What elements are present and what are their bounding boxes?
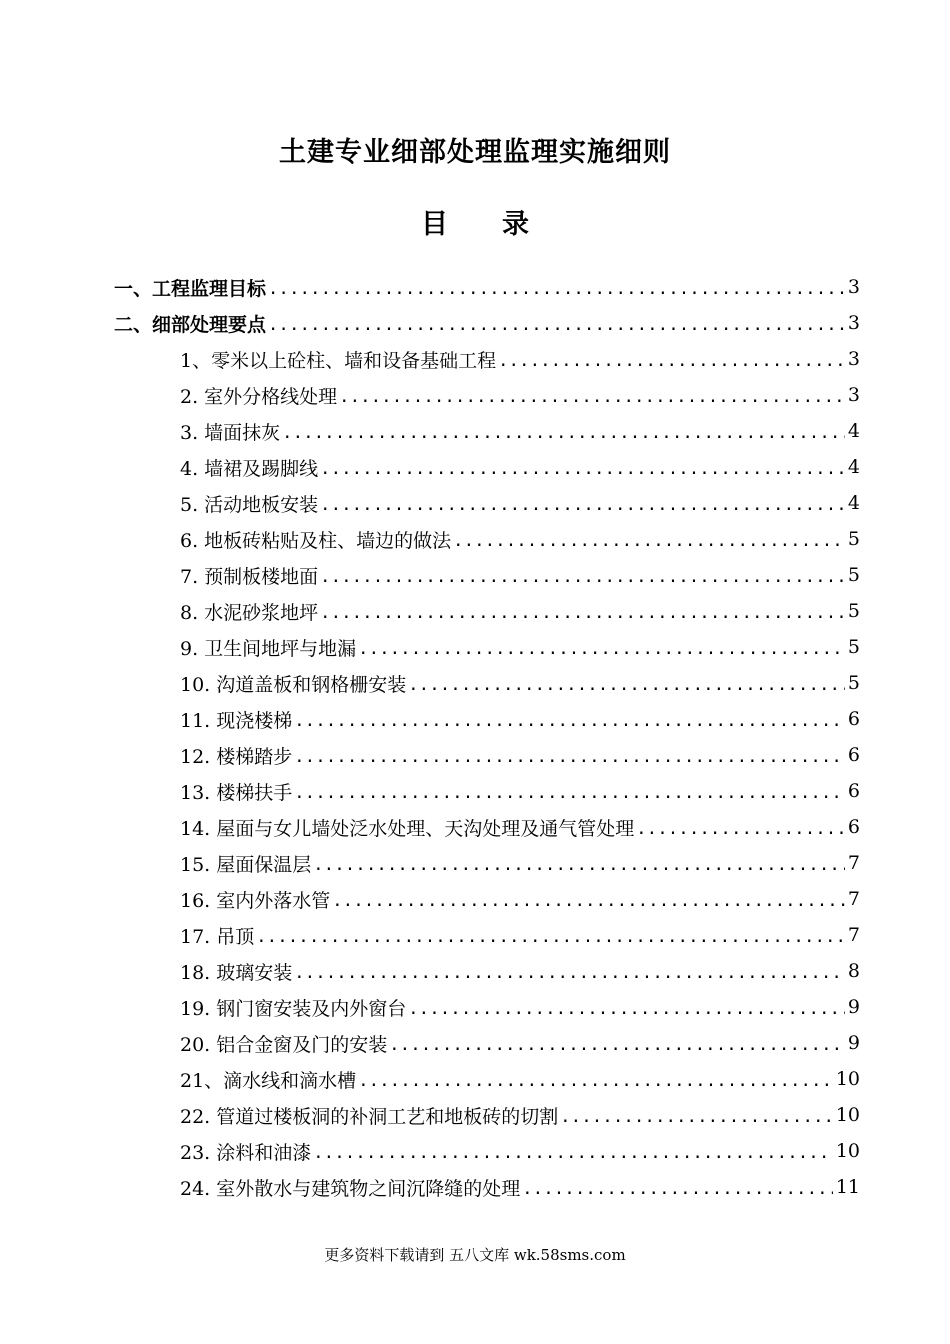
toc-entry-label: 4. 墙裙及踢脚线	[180, 457, 319, 480]
toc-entry[interactable]	[180, 845, 860, 881]
toc-dot-leader	[332, 891, 845, 911]
toc-dot-leader	[294, 711, 845, 731]
toc-entry[interactable]	[180, 1097, 860, 1133]
toc-dot-leader	[408, 999, 845, 1019]
toc-entry[interactable]	[180, 917, 860, 953]
toc-page-number: 3	[847, 348, 860, 370]
toc-page-number: 9	[847, 1032, 860, 1054]
toc-dot-leader	[313, 1143, 833, 1163]
toc-entry[interactable]	[180, 773, 860, 809]
toc-page-number: 6	[847, 708, 860, 730]
toc-heading-right: 录	[502, 209, 529, 240]
toc-entry-label: 8. 水泥砂浆地坪	[180, 601, 319, 624]
toc-entry[interactable]	[114, 305, 860, 341]
toc-entry[interactable]	[180, 485, 860, 521]
toc-heading-left: 目	[421, 209, 448, 240]
toc-dot-leader	[282, 423, 845, 443]
toc-dot-leader	[320, 495, 845, 515]
toc-dot-leader	[294, 963, 845, 983]
toc-page-number: 5	[847, 672, 860, 694]
toc-entry[interactable]	[180, 413, 860, 449]
toc-entry-label: 18. 玻璃安装	[180, 961, 293, 984]
toc-dot-leader	[313, 855, 845, 875]
toc-entry-label: 13. 楼梯扶手	[180, 781, 293, 804]
toc-entry-label: 9. 卫生间地坪与地漏	[180, 637, 357, 660]
toc-entry[interactable]	[180, 1061, 860, 1097]
toc-entry-label: 21、滴水线和滴水槽	[180, 1069, 357, 1092]
toc-entry-label: 二、细部处理要点	[114, 313, 267, 336]
footer-text: 更多资料下载请到 五八文库 wk.58sms.com	[324, 1246, 626, 1264]
toc-entry[interactable]	[180, 449, 860, 485]
toc-dot-leader	[522, 1179, 833, 1199]
toc-page-number: 5	[847, 528, 860, 550]
toc-entry[interactable]	[114, 269, 860, 305]
toc-entry-label: 2. 室外分格线处理	[180, 385, 338, 408]
toc-page-number: 9	[847, 996, 860, 1018]
toc-entry[interactable]	[180, 1025, 860, 1061]
toc-entry[interactable]	[180, 737, 860, 773]
toc-dot-leader	[294, 783, 845, 803]
toc-page-number: 7	[847, 888, 860, 910]
toc-entry-label: 22. 管道过楼板洞的补洞工艺和地板砖的切割	[180, 1105, 559, 1128]
toc-entry[interactable]	[180, 809, 860, 845]
toc-entry-label: 12. 楼梯踏步	[180, 745, 293, 768]
toc-entry[interactable]	[180, 593, 860, 629]
toc-entry[interactable]	[180, 953, 860, 989]
toc-entry[interactable]	[180, 1133, 860, 1169]
toc-entry[interactable]	[180, 701, 860, 737]
toc-heading	[0, 205, 950, 245]
toc-entry-label: 10. 沟道盖板和钢格栅安装	[180, 673, 407, 696]
toc-page-number: 5	[847, 636, 860, 658]
toc-entry[interactable]	[180, 377, 860, 413]
toc-entry[interactable]	[180, 989, 860, 1025]
toc-entry-label: 1、零米以上砼柱、墙和设备基础工程	[180, 349, 497, 372]
document-title: 土建专业细部处理监理实施细则	[279, 137, 671, 168]
toc-page-number: 3	[847, 384, 860, 406]
toc-dot-leader	[560, 1107, 833, 1127]
toc-entry-label: 20. 铝合金窗及门的安装	[180, 1033, 388, 1056]
toc-dot-leader	[320, 567, 845, 587]
toc-dot-leader	[268, 315, 845, 335]
toc-entry-label: 一、工程监理目标	[114, 277, 267, 300]
toc-page-number: 11	[835, 1176, 860, 1198]
toc-page-number: 7	[847, 924, 860, 946]
toc-entry-label: 23. 涂料和油漆	[180, 1141, 312, 1164]
toc-entry-label: 17. 吊顶	[180, 925, 255, 948]
toc-page-number: 8	[847, 960, 860, 982]
toc-page-number: 5	[847, 564, 860, 586]
toc-entry-label: 16. 室内外落水管	[180, 889, 331, 912]
toc-entry-label: 5. 活动地板安装	[180, 493, 319, 516]
toc-dot-leader	[339, 387, 845, 407]
toc-dot-leader	[408, 675, 845, 695]
toc-page-number: 10	[835, 1068, 860, 1090]
toc-entry-label: 14. 屋面与女儿墙处泛水处理、天沟处理及通气管处理	[180, 817, 635, 840]
toc-entry-label: 24. 室外散水与建筑物之间沉降缝的处理	[180, 1177, 521, 1200]
toc-entry-label: 3. 墙面抹灰	[180, 421, 281, 444]
toc-entry-label: 7. 预制板楼地面	[180, 565, 319, 588]
toc-dot-leader	[498, 351, 845, 371]
toc-page-number: 4	[847, 456, 860, 478]
toc-dot-leader	[358, 639, 845, 659]
toc-dot-leader	[636, 819, 845, 839]
toc-entry-label: 6. 地板砖粘贴及柱、墙边的做法	[180, 529, 452, 552]
toc-dot-leader	[453, 531, 845, 551]
toc-page-number: 10	[835, 1104, 860, 1126]
toc-dot-leader	[389, 1035, 845, 1055]
toc-page-number: 3	[847, 276, 860, 298]
toc-entry[interactable]	[180, 629, 860, 665]
toc-page-number: 3	[847, 312, 860, 334]
toc-entry[interactable]	[180, 665, 860, 701]
toc-entry[interactable]	[180, 557, 860, 593]
toc-entry[interactable]	[180, 341, 860, 377]
toc-page-number: 6	[847, 744, 860, 766]
toc-entry-label: 15. 屋面保温层	[180, 853, 312, 876]
toc-dot-leader	[294, 747, 845, 767]
toc-page-number: 10	[835, 1140, 860, 1162]
toc-page-number: 4	[847, 492, 860, 514]
toc-page-number: 7	[847, 852, 860, 874]
toc-dot-leader	[320, 459, 845, 479]
toc-entry-label: 19. 钢门窗安装及内外窗台	[180, 997, 407, 1020]
toc-dot-leader	[268, 279, 845, 299]
toc-dot-leader	[358, 1071, 833, 1091]
toc-entry[interactable]	[180, 1169, 860, 1205]
toc-page-number: 4	[847, 420, 860, 442]
toc-page-number: 6	[847, 816, 860, 838]
toc-dot-leader	[320, 603, 845, 623]
toc-entry[interactable]	[180, 521, 860, 557]
toc-page-number: 5	[847, 600, 860, 622]
toc-page-number: 6	[847, 780, 860, 802]
toc-entry[interactable]	[180, 881, 860, 917]
toc-dot-leader	[256, 927, 845, 947]
toc-entry-label: 11. 现浇楼梯	[180, 709, 293, 732]
